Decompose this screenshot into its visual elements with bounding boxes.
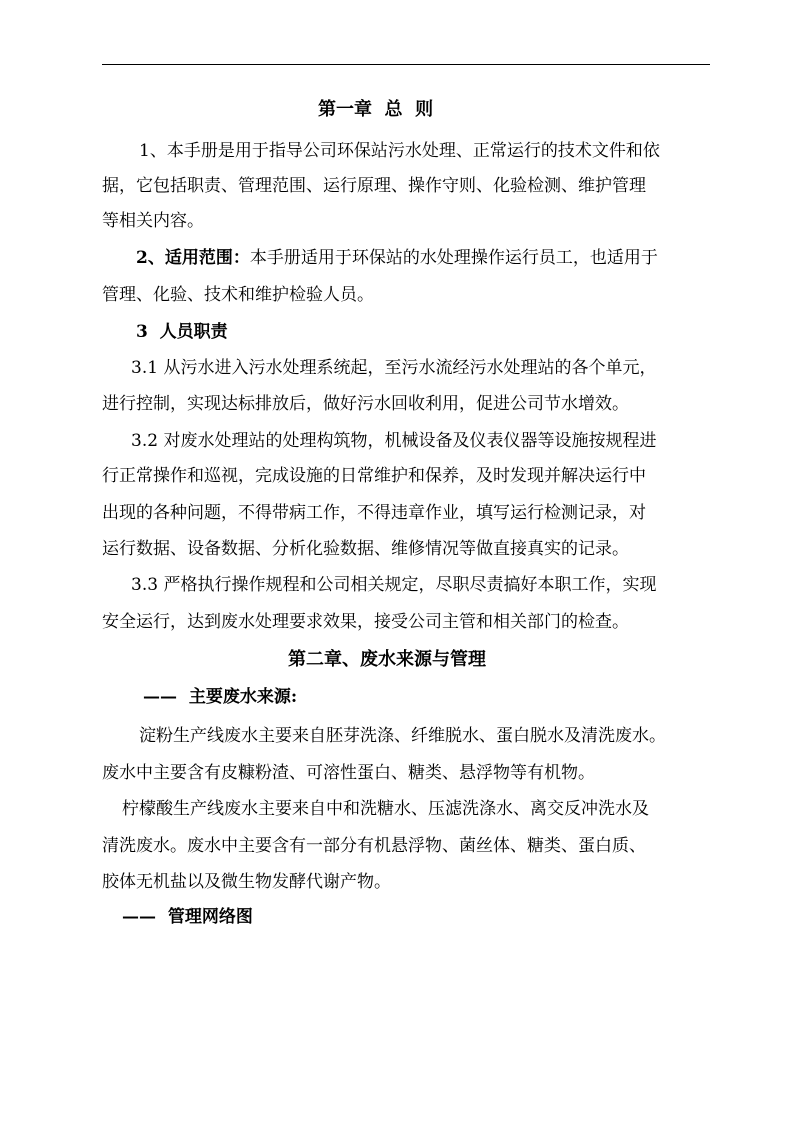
chapter1-title: 第一章 总 则 xyxy=(318,99,434,120)
citric-para-line1: 柠檬酸生产线废水主要来自中和洗糖水、压滤洗涤水、离交反冲洗水及 xyxy=(122,799,649,819)
chapter1-p2-line2: 管理、化验、技术和维护检验人员。 xyxy=(102,285,374,305)
starch-para-line2: 废水中主要含有皮糠粉渣、可溶性蛋白、糖类、悬浮物等有机物。 xyxy=(102,763,595,783)
chapter1-p1-line2: 据，它包括职责、管理范围、运行原理、操作守则、化验检测、维护管理 xyxy=(102,176,646,196)
section32-line4: 运行数据、设备数据、分析化验数据、维修情况等做直接真实的记录。 xyxy=(102,539,629,559)
chapter1-p1-line3: 等相关内容。 xyxy=(102,211,204,231)
section32-line3: 出现的各种问题，不得带病工作，不得违章作业，填写运行检测记录，对 xyxy=(102,503,646,523)
citric-para-line3: 胶体无机盐以及微生物发酵代谢产物。 xyxy=(102,872,391,892)
section33-line1: 3.3 严格执行操作规程和公司相关规定，尽职尽责搞好本职工作，实现 xyxy=(131,575,657,595)
section32-line2: 行正常操作和巡视，完成设施的日常维护和保养，及时发现并解决运行中 xyxy=(102,466,646,486)
header-rule xyxy=(102,64,710,65)
subheading-sources: —— 主要废水来源: xyxy=(143,687,298,707)
citric-para-line2: 清洗废水。废水中主要含有一部分有机悬浮物、菌丝体、糖类、蛋白质、 xyxy=(102,836,646,856)
chapter2-title: 第二章、废水来源与管理 xyxy=(288,649,486,670)
subheading-network: —— 管理网络图 xyxy=(122,907,253,927)
scope-text: 本手册适用于环保站的水处理操作运行员工，也适用于 xyxy=(249,248,658,268)
scope-label: 2、适用范围： xyxy=(136,248,250,268)
section31-line1: 3.1 从污水进入污水处理系统起，至污水流经污水处理站的各个单元， xyxy=(131,358,657,378)
section33-line2: 安全运行，达到废水处理要求效果，接受公司主管和相关部门的检查。 xyxy=(102,612,629,632)
section3-title: 3 人员职责 xyxy=(136,322,228,342)
starch-para-line1: 淀粉生产线废水主要来自胚芽洗涤、纤维脱水、蛋白脱水及清洗废水。 xyxy=(139,726,666,746)
section31-line2: 进行控制，实现达标排放后，做好污水回收利用，促进公司节水增效。 xyxy=(102,394,629,414)
section32-line1: 3.2 对废水处理站的处理构筑物，机械设备及仪表仪器等设施按规程进 xyxy=(131,431,657,451)
chapter1-p2-line1 xyxy=(136,250,658,267)
chapter1-p1-line1: 1、本手册是用于指导公司环保站污水处理、正常运行的技术文件和依 xyxy=(139,141,660,161)
